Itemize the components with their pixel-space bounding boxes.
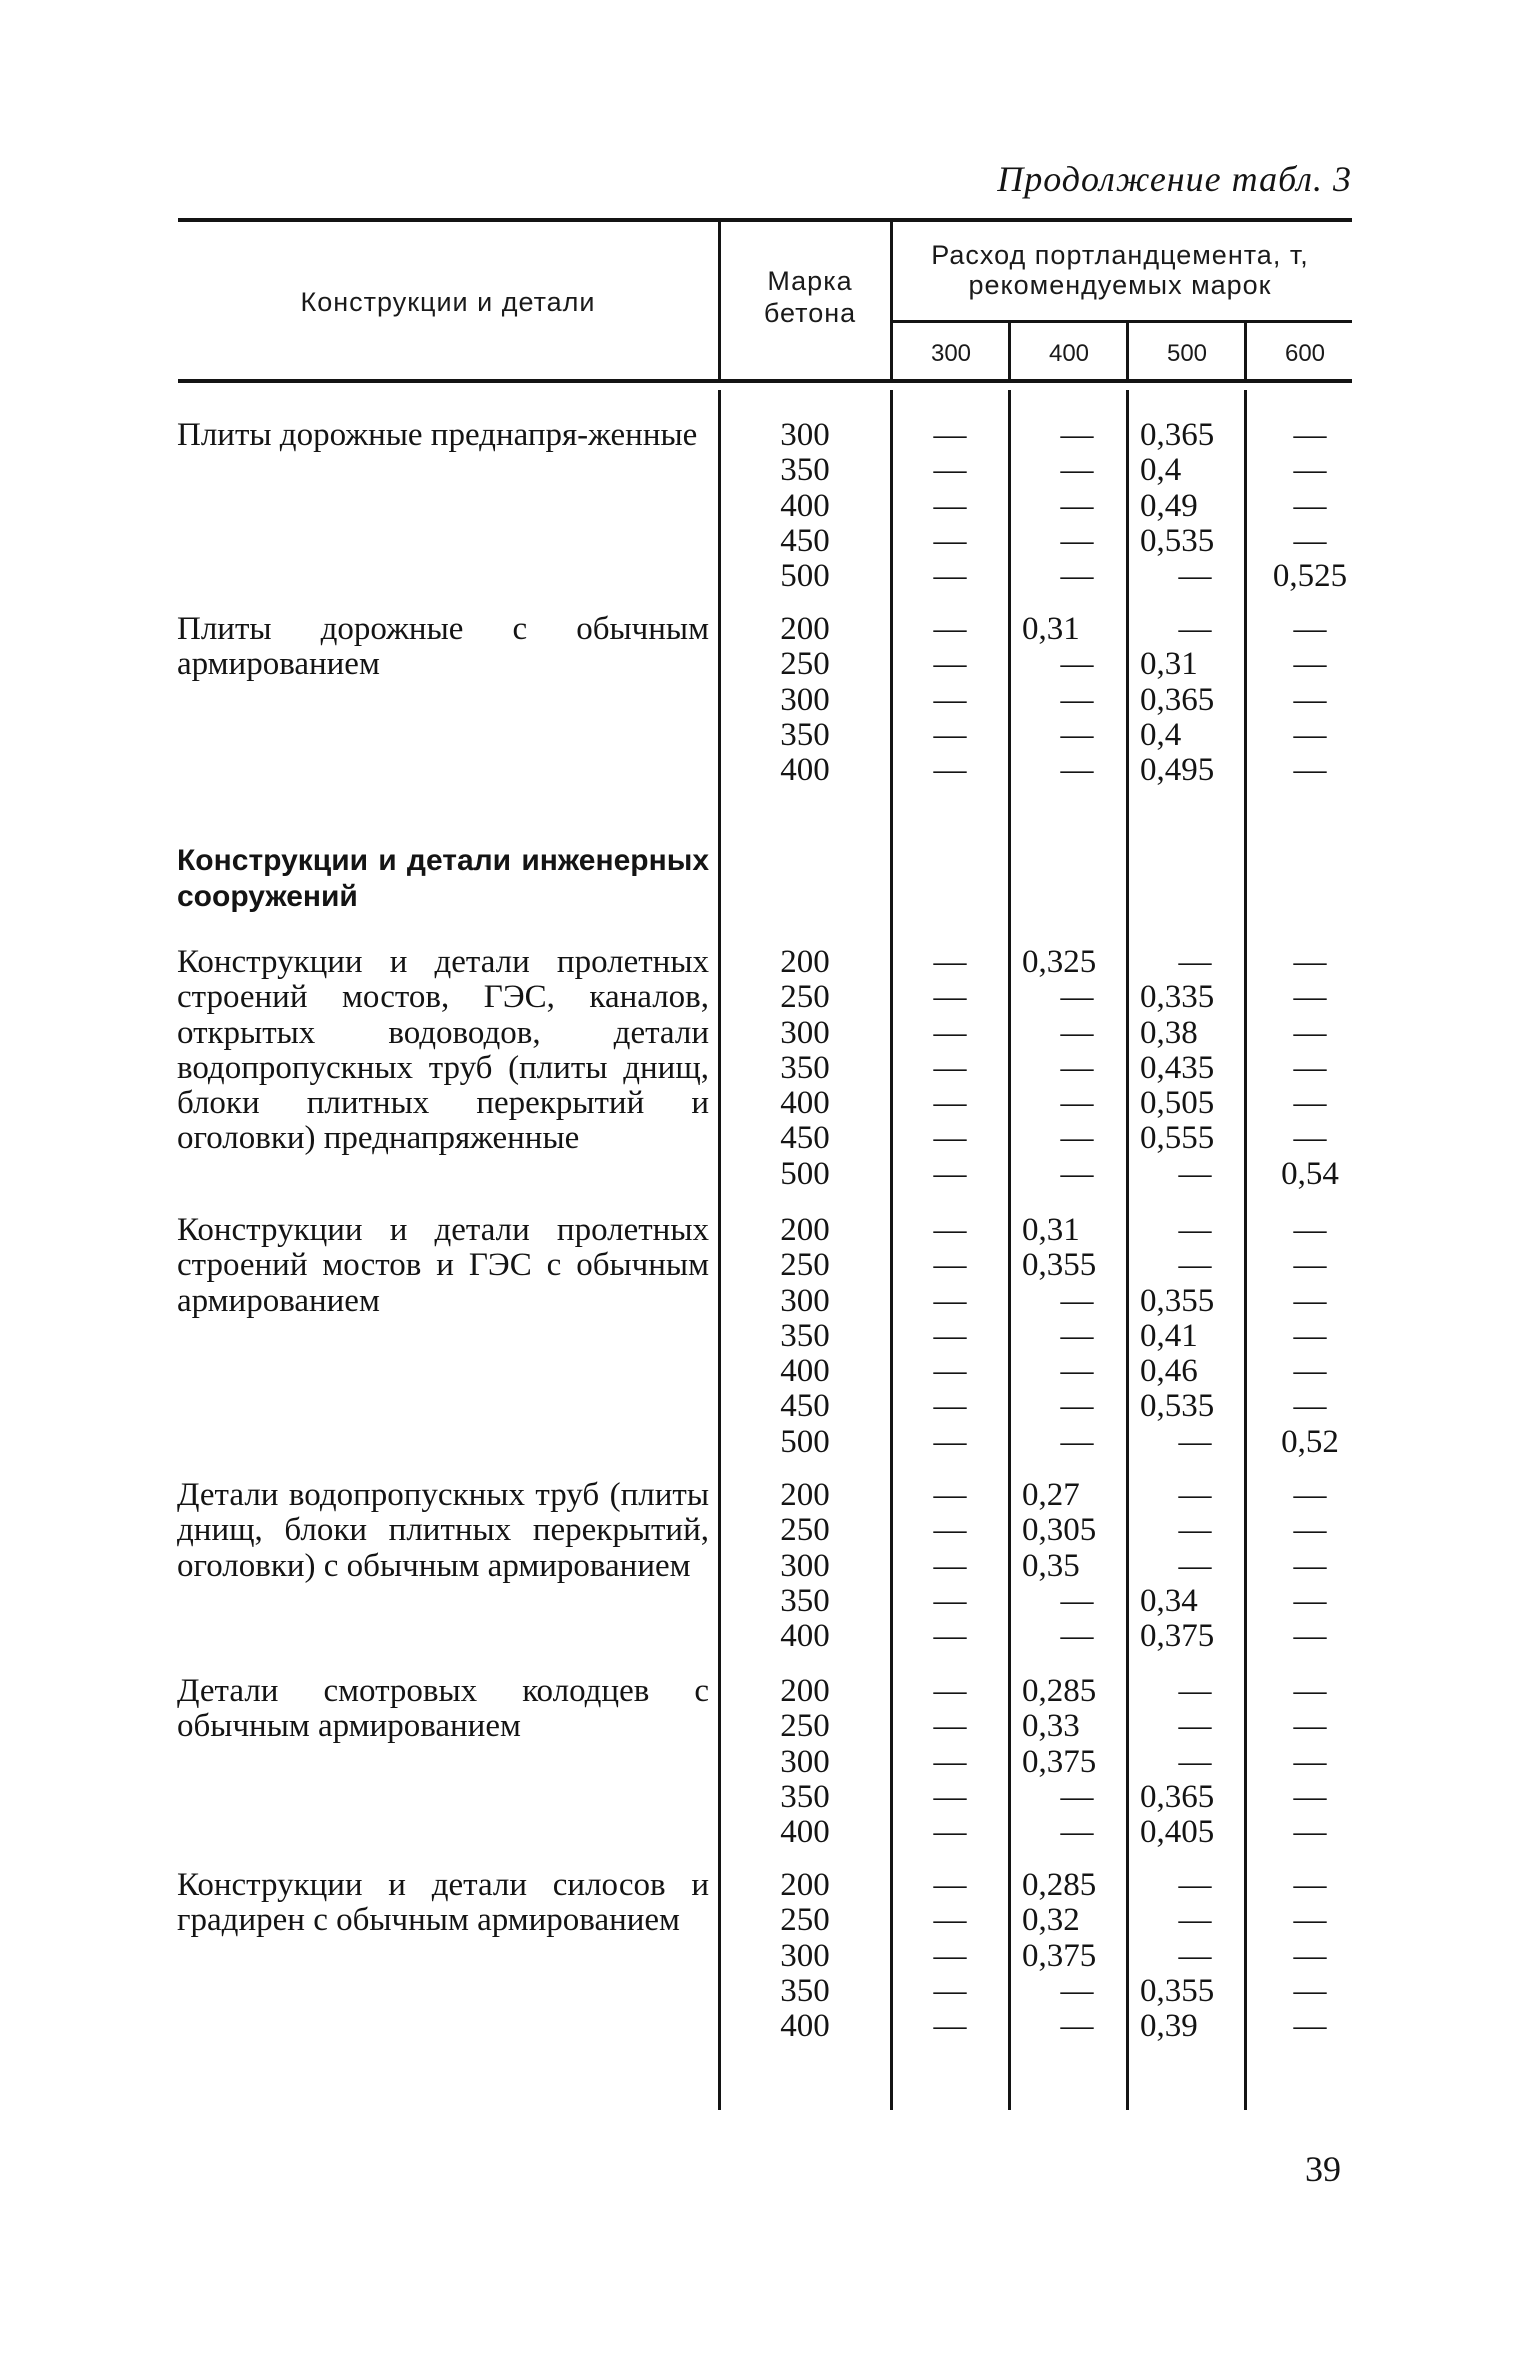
table-cell: —: [933, 2008, 967, 2045]
table-cell: 0,4: [1140, 452, 1182, 489]
table-cell: —: [1293, 1867, 1327, 1903]
table-cell: —: [1060, 1014, 1094, 1051]
table-cell: —: [1293, 1618, 1327, 1655]
table-cell: 300: [780, 681, 830, 718]
table-cell: 0,41: [1140, 1317, 1198, 1354]
table-cell: —: [1178, 1423, 1212, 1460]
table-cell: —: [933, 1512, 967, 1549]
table-cell: 200: [780, 611, 830, 647]
table-cell: 350: [780, 1049, 830, 1086]
table-cell: —: [1293, 646, 1327, 683]
table-cell: —: [1060, 452, 1094, 489]
table-cell: —: [1060, 1317, 1094, 1354]
table-cell: 350: [780, 452, 830, 489]
table-cell: —: [1178, 1867, 1212, 1903]
table-cell: 200: [780, 1867, 830, 1903]
table-cell: —: [1293, 1673, 1327, 1709]
table-cell: —: [1293, 1085, 1327, 1122]
table-cell: —: [1060, 979, 1094, 1016]
table-cell: 450: [780, 1388, 830, 1425]
concrete-grade-column: [760, 418, 850, 594]
page-number: 39: [1305, 2149, 1341, 2189]
table-cell: —: [933, 522, 967, 559]
grade-500-column: [1136, 1868, 1250, 2044]
table-cell: 400: [780, 752, 830, 789]
table-cell: —: [1293, 1743, 1327, 1780]
table-cell: 0,535: [1140, 522, 1215, 559]
grade-600-column: [1260, 945, 1360, 1192]
table-cell: 0,495: [1140, 752, 1215, 789]
row-description: Детали водопропускных труб (плиты днищ, блоки плитных перекрытий, оголовки) с обычным армированием: [177, 1477, 709, 1584]
table-cell: —: [933, 452, 967, 489]
grade-600-column: [1260, 1478, 1360, 1654]
table-cell: 0,54: [1281, 1155, 1339, 1192]
table-cell: 200: [780, 1673, 830, 1709]
table-cell: —: [1293, 1708, 1327, 1745]
table-cell: 250: [780, 646, 830, 683]
table-cell: —: [933, 1247, 967, 1284]
table-cell: —: [1293, 1282, 1327, 1319]
table-cell: —: [933, 417, 967, 453]
table-cell: —: [1178, 1743, 1212, 1780]
table-cell: 200: [780, 1212, 830, 1248]
grade-500-column: [1136, 1213, 1250, 1460]
table-cell: —: [933, 558, 967, 595]
table-cell: 0,49: [1140, 487, 1198, 524]
table-cell: —: [1293, 1353, 1327, 1390]
grade-400-column: [1018, 1868, 1132, 2044]
table-cell: 0,355: [1022, 1247, 1097, 1284]
row-description: Конструкции и детали пролетных строений мостов и ГЭС с обычным армированием: [177, 1212, 709, 1319]
grade-600-column: [1260, 1674, 1360, 1850]
grade-300-column: [900, 945, 1000, 1192]
row-description: Детали смотровых колодцев с обычным армированием: [177, 1673, 709, 1745]
grade-400-column: [1018, 1478, 1132, 1654]
table-cell: 250: [780, 1247, 830, 1284]
table-cell: —: [1060, 1049, 1094, 1086]
table-cell: —: [933, 1212, 967, 1248]
grade-500-column: [1136, 1478, 1250, 1654]
table-cell: —: [1178, 1708, 1212, 1745]
concrete-grade-column: [760, 1478, 850, 1654]
table-cell: —: [1060, 417, 1094, 453]
table-cell: 400: [780, 1618, 830, 1655]
table-cell: —: [1060, 681, 1094, 718]
table-cell: 300: [780, 1743, 830, 1780]
table-cell: —: [1060, 1778, 1094, 1815]
table-cell: 0,355: [1140, 1282, 1215, 1319]
grade-500-column: [1136, 945, 1250, 1192]
table-cell: —: [933, 1049, 967, 1086]
grade-600-column: [1260, 418, 1360, 594]
table-cell: —: [933, 1743, 967, 1780]
table-cell: 450: [780, 1120, 830, 1157]
table-cell: —: [1293, 2008, 1327, 2045]
grade-600-column: [1260, 1868, 1360, 2044]
table-cell: —: [1178, 1212, 1212, 1248]
grade-300-column: [900, 418, 1000, 594]
grade-300-column: [900, 612, 1000, 788]
table-cell: —: [1178, 1902, 1212, 1939]
table-cell: 0,405: [1140, 1814, 1215, 1851]
grade-600-column: [1260, 612, 1360, 788]
table-cell: —: [1293, 752, 1327, 789]
table-cell: 0,435: [1140, 1049, 1215, 1086]
table-cell: —: [1293, 979, 1327, 1016]
table-cell: 300: [780, 1282, 830, 1319]
table-cell: —: [933, 1708, 967, 1745]
table-cell: —: [1178, 1247, 1212, 1284]
table-cell: —: [1178, 1937, 1212, 1974]
grade-500-column: [1136, 418, 1250, 594]
concrete-grade-column: [760, 945, 850, 1192]
table-cell: 0,365: [1140, 1778, 1215, 1815]
table-cell: —: [933, 1477, 967, 1513]
header-cons-line1: Расход портландцемента, т,: [931, 240, 1309, 270]
table-cell: —: [1060, 1388, 1094, 1425]
row-description: Конструкции и детали силосов и градирен с обычным армированием: [177, 1867, 709, 1939]
table-cell: 300: [780, 1547, 830, 1584]
table-cell: —: [1178, 1477, 1212, 1513]
table-cell: 0,375: [1022, 1743, 1097, 1780]
table-cell: —: [1060, 2008, 1094, 2045]
table-cell: —: [933, 1582, 967, 1619]
table-cell: 0,375: [1022, 1937, 1097, 1974]
table-cell: —: [1060, 1282, 1094, 1319]
grade-400-column: [1018, 1213, 1132, 1460]
grade-300-column: [900, 1674, 1000, 1850]
table-cell: —: [933, 681, 967, 718]
row-description: Конструкции и детали пролетных строений мостов, ГЭС, каналов, открытых водоводов, детали водопропускных труб (плиты днищ, блоки плитных перекрытий и оголовки) преднапряженные: [177, 944, 709, 1157]
table-cell: —: [1293, 611, 1327, 647]
table-cell: —: [933, 1317, 967, 1354]
row-description: Плиты дорожные преднапря-женные: [177, 417, 698, 453]
table-cell: —: [933, 1618, 967, 1655]
table-cell: —: [1178, 944, 1212, 980]
table-cell: —: [1293, 1972, 1327, 2009]
table-cell: —: [1060, 716, 1094, 753]
table-cell: —: [933, 1673, 967, 1709]
table-cell: —: [1060, 1423, 1094, 1460]
table-cell: —: [1293, 944, 1327, 980]
table-cell: —: [933, 1902, 967, 1939]
table-cell: 0,305: [1022, 1512, 1097, 1549]
table-cell: —: [1293, 1512, 1327, 1549]
table-cell: 0,555: [1140, 1120, 1215, 1157]
table-cell: —: [1293, 716, 1327, 753]
grade-400-column: [1018, 612, 1132, 788]
table-cell: 0,365: [1140, 681, 1215, 718]
table-cell: —: [933, 487, 967, 524]
table-cell: —: [1293, 681, 1327, 718]
table-cell: —: [1060, 1972, 1094, 2009]
table-cell: 0,505: [1140, 1085, 1215, 1122]
table-cell: —: [1060, 522, 1094, 559]
table-cell: 0,335: [1140, 979, 1215, 1016]
table-cell: —: [933, 1014, 967, 1051]
grade-300-column: [900, 1868, 1000, 2044]
concrete-grade-column: [760, 1213, 850, 1460]
header-grade-600: 600: [1284, 340, 1326, 367]
table-cell: —: [1293, 1247, 1327, 1284]
table-cell: —: [933, 1814, 967, 1851]
table-cell: 200: [780, 1477, 830, 1513]
table-cell: —: [1178, 1673, 1212, 1709]
table-cell: 450: [780, 522, 830, 559]
table-cell: —: [933, 1972, 967, 2009]
table-cell: 350: [780, 1317, 830, 1354]
table-cell: 300: [780, 1014, 830, 1051]
table-cell: 500: [780, 1155, 830, 1192]
table-cell: 0,27: [1022, 1477, 1080, 1513]
table-cell: 0,525: [1272, 558, 1348, 595]
table-cell: —: [933, 1867, 967, 1903]
table-cell: 0,285: [1022, 1867, 1097, 1903]
grade-500-column: [1136, 1674, 1250, 1850]
table-cell: 0,31: [1140, 646, 1198, 683]
table-cell: —: [1178, 558, 1212, 595]
table-cell: 0,38: [1140, 1014, 1198, 1051]
header-mark-line2: бетона: [763, 298, 857, 328]
table-cell: —: [1293, 1317, 1327, 1354]
table-cell: 200: [780, 944, 830, 980]
table-cell: —: [933, 979, 967, 1016]
table-cell: —: [1293, 1902, 1327, 1939]
table-cell: 350: [780, 1972, 830, 2009]
table-cell: —: [1293, 1937, 1327, 1974]
header-grade-500: 500: [1166, 340, 1208, 367]
table-cell: 0,39: [1140, 2008, 1198, 2045]
grade-500-column: [1136, 612, 1250, 788]
table-cell: 400: [780, 1814, 830, 1851]
table-cell: —: [1060, 1618, 1094, 1655]
table-cell: 500: [780, 558, 830, 595]
table-cell: —: [933, 1937, 967, 1974]
table-cell: —: [1293, 452, 1327, 489]
table-cell: —: [933, 1388, 967, 1425]
table-cell: —: [1293, 1049, 1327, 1086]
table-cell: —: [933, 1353, 967, 1390]
table-cell: 300: [780, 1937, 830, 1974]
table-cell: —: [933, 752, 967, 789]
grade-300-column: [900, 1213, 1000, 1460]
grade-600-column: [1260, 1213, 1360, 1460]
table-cell: —: [1293, 1814, 1327, 1851]
table-cell: —: [933, 611, 967, 647]
header-cons-line2: рекомендуемых марок: [968, 270, 1272, 300]
table-cell: 250: [780, 979, 830, 1016]
table-cell: 350: [780, 1778, 830, 1815]
table-cell: —: [1060, 1582, 1094, 1619]
row-description: Плиты дорожные с обычным армированием: [177, 611, 709, 683]
table-cell: —: [933, 1423, 967, 1460]
table-cell: —: [933, 1547, 967, 1584]
table-cell: 0,285: [1022, 1673, 1097, 1709]
table-cell: 0,32: [1022, 1902, 1080, 1939]
table-cell: 0,355: [1140, 1972, 1215, 2009]
header-description: Конструкции и детали: [300, 287, 596, 317]
table-cell: —: [933, 716, 967, 753]
table-cell: —: [1293, 1120, 1327, 1157]
table-cell: 350: [780, 1582, 830, 1619]
grade-400-column: [1018, 945, 1132, 1192]
table-cell: —: [1293, 487, 1327, 524]
table-cell: 0,33: [1022, 1708, 1080, 1745]
table-cell: —: [933, 646, 967, 683]
table-cell: 0,52: [1281, 1423, 1339, 1460]
header-mark-line1: Марка: [767, 266, 853, 296]
table-cell: —: [933, 1778, 967, 1815]
table-cell: —: [1293, 1212, 1327, 1248]
table-cell: —: [1178, 1547, 1212, 1584]
table-cell: —: [1060, 646, 1094, 683]
table-cell: 250: [780, 1708, 830, 1745]
grade-300-column: [900, 1478, 1000, 1654]
table-cell: 0,31: [1022, 1212, 1080, 1248]
table-cell: —: [933, 944, 967, 980]
table-cell: 250: [780, 1902, 830, 1939]
table-cell: —: [1060, 1353, 1094, 1390]
table-cell: —: [1060, 558, 1094, 595]
table-cell: 350: [780, 716, 830, 753]
table-cell: —: [1293, 1477, 1327, 1513]
concrete-grade-column: [760, 1674, 850, 1850]
concrete-grade-column: [760, 612, 850, 788]
table-cell: 0,35: [1022, 1547, 1080, 1584]
table-cell: —: [1293, 1547, 1327, 1584]
table-cell: 250: [780, 1512, 830, 1549]
table-cell: 400: [780, 487, 830, 524]
table-cell: 0,46: [1140, 1353, 1198, 1390]
table-cell: —: [1293, 1388, 1327, 1425]
table-cell: —: [1178, 1512, 1212, 1549]
table-cell: —: [1293, 417, 1327, 453]
table-caption: Продолжение табл. 3: [997, 159, 1352, 199]
table-cell: —: [1293, 1778, 1327, 1815]
table-cell: —: [1060, 1120, 1094, 1157]
table-cell: —: [933, 1085, 967, 1122]
table-cell: —: [1293, 522, 1327, 559]
table-cell: 400: [780, 1353, 830, 1390]
grade-400-column: [1018, 418, 1132, 594]
table-cell: —: [1178, 1155, 1212, 1192]
header-grade-300: 300: [930, 340, 972, 367]
table-cell: —: [933, 1120, 967, 1157]
table-cell: 0,4: [1140, 716, 1182, 753]
table-cell: 0,34: [1140, 1582, 1198, 1619]
section-heading: Конструкции и детали инженерных сооружений: [177, 844, 709, 913]
grade-400-column: [1018, 1674, 1132, 1850]
table-cell: 400: [780, 2008, 830, 2045]
table-cell: 0,535: [1140, 1388, 1215, 1425]
table-cell: 300: [780, 417, 830, 453]
table-cell: 400: [780, 1085, 830, 1122]
table-cell: 0,325: [1022, 944, 1097, 980]
table-cell: —: [1178, 611, 1212, 647]
table-cell: —: [933, 1155, 967, 1192]
table-cell: —: [1060, 1155, 1094, 1192]
table-cell: —: [933, 1282, 967, 1319]
table-cell: —: [1060, 752, 1094, 789]
header-grade-400: 400: [1048, 340, 1090, 367]
table-cell: —: [1060, 1085, 1094, 1122]
table-cell: 500: [780, 1423, 830, 1460]
table-cell: 0,365: [1140, 417, 1215, 453]
concrete-grade-column: [760, 1868, 850, 2044]
table-cell: 0,31: [1022, 611, 1080, 647]
table-cell: —: [1293, 1014, 1327, 1051]
table-cell: 0,375: [1140, 1618, 1215, 1655]
table-cell: —: [1293, 1582, 1327, 1619]
table-cell: —: [1060, 1814, 1094, 1851]
table-cell: —: [1060, 487, 1094, 524]
